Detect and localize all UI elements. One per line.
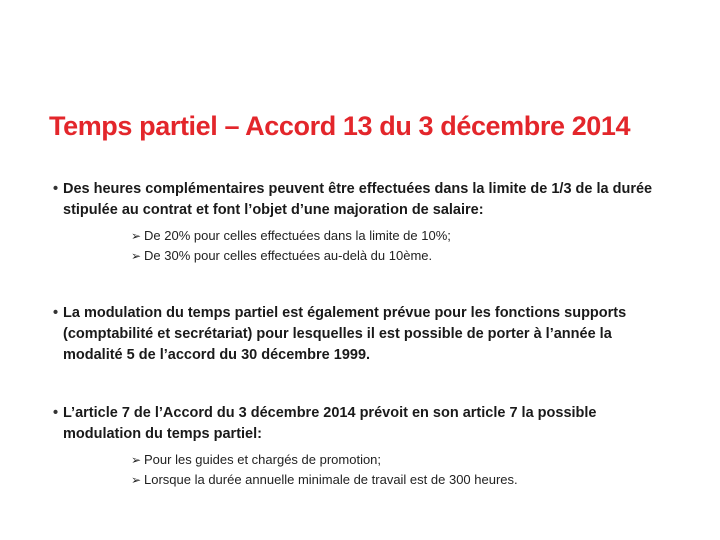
- slide-title: Temps partiel – Accord 13 du 3 décembre 2014: [49, 111, 631, 141]
- bullet-paragraph: [54, 179, 674, 221]
- sub-item-text: De 30% pour celles effectuées au-delà du 10ème.: [144, 248, 433, 263]
- bullet-dot-icon: •: [53, 405, 59, 421]
- sub-list-item: [131, 450, 674, 470]
- bullet-item: [54, 303, 674, 366]
- bullet-dot-icon: •: [53, 181, 59, 197]
- sub-list: [131, 226, 674, 266]
- sub-list-item: [131, 226, 674, 246]
- arrow-bullet-icon: ➢: [131, 249, 142, 263]
- sub-item-text: Pour les guides et chargés de promotion;: [144, 452, 382, 467]
- bullet-text: Des heures complémentaires peuvent être effectuées dans la limite de 1/3 de la durée stipulée au contrat et font l’objet d’une majoration de salaire:: [63, 181, 653, 218]
- sub-list-item: [131, 246, 674, 266]
- arrow-bullet-icon: ➢: [131, 473, 142, 487]
- arrow-bullet-icon: ➢: [131, 453, 142, 467]
- bullet-text: L’article 7 de l’Accord du 3 décembre 2014 prévoit en son article 7 la possible modulation du temps partiel:: [63, 405, 597, 442]
- arrow-bullet-icon: ➢: [131, 229, 142, 243]
- bullet-paragraph: [54, 303, 674, 366]
- sub-item-text: De 20% pour celles effectuées dans la limite de 10%;: [144, 228, 451, 243]
- bullet-text: La modulation du temps partiel est également prévue pour les fonctions supports (comptabilité et secrétariat) pour lesquelles il est possible de porter à l’année la modalité 5 de l’accord du 30 décembre 1999.: [63, 305, 627, 363]
- sub-item-text: Lorsque la durée annuelle minimale de travail est de 300 heures.: [144, 472, 518, 487]
- bullet-item: [54, 179, 674, 266]
- bullet-dot-icon: •: [53, 305, 59, 321]
- sub-list: [131, 450, 674, 490]
- sub-list-item: [131, 470, 674, 490]
- bullet-item: [54, 403, 674, 490]
- bullet-paragraph: [54, 403, 674, 445]
